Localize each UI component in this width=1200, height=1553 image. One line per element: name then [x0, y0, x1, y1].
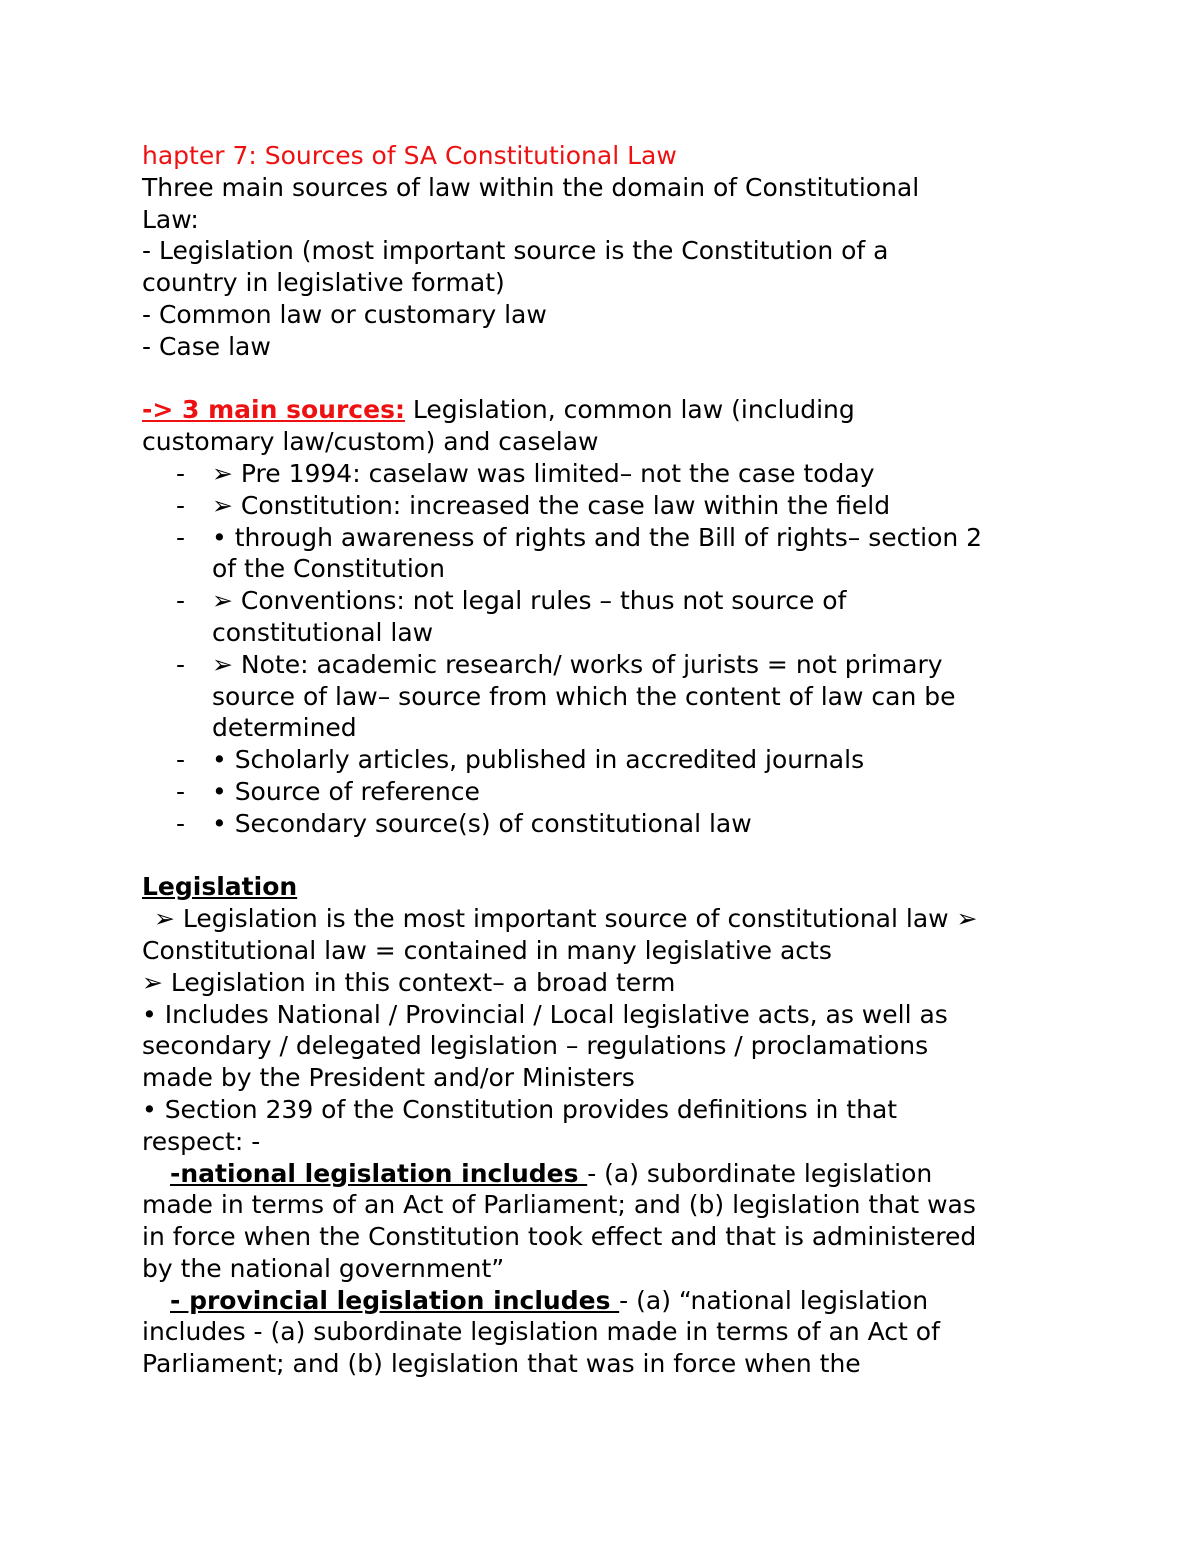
dash-marker: -: [176, 522, 186, 552]
dash-marker: -: [176, 745, 186, 775]
list-item-text: constitutional law: [212, 617, 434, 647]
legislation-line: secondary / delegated legislation – regulations / proclamations: [142, 1031, 929, 1061]
legislation-line: • Includes National / Provincial / Local legislative acts, as well as: [142, 999, 948, 1029]
dash-marker: -: [176, 808, 186, 838]
dash-marker: -: [176, 776, 186, 806]
list-item-text: ➢ Pre 1994: caselaw was limited– not the case today: [212, 458, 875, 488]
national-legislation-line: in force when the Constitution took effect and that is administered: [142, 1222, 977, 1252]
national-legislation-line: by the national government”: [142, 1253, 505, 1283]
legislation-line: • Section 239 of the Constitution provides definitions in that: [142, 1094, 898, 1124]
provincial-legislation-text: - (a) “national legislation: [619, 1285, 929, 1315]
main-sources-text: Legislation, common law (including: [404, 395, 855, 425]
intro-line-2: Law:: [142, 204, 199, 234]
dash-marker: -: [176, 490, 186, 520]
national-legislation-label: -national legislation includes: [170, 1158, 588, 1188]
main-sources-line: [142, 394, 1072, 426]
list-item-text: ➢ Note: academic research/ works of jurists = not primary: [212, 649, 943, 679]
list-item-text: • Scholarly articles, published in accredited journals: [212, 745, 865, 775]
list-item: [142, 585, 1072, 649]
spacer: [142, 363, 1072, 395]
list-item: [142, 776, 1072, 808]
legislation-line: ➢ Legislation in this context– a broad term: [142, 967, 676, 997]
intro-line-5: - Common law or customary law: [142, 299, 547, 329]
provincial-legislation-line: [142, 1285, 1072, 1317]
list-item: [142, 490, 1072, 522]
dash-marker: -: [176, 586, 186, 616]
legislation-heading: Legislation: [142, 872, 298, 902]
provincial-legislation-label: - provincial legislation includes: [170, 1285, 620, 1315]
list-item-text: ➢ Constitution: increased the case law within the field: [212, 490, 891, 520]
list-item-text: source of law– source from which the content of law can be: [212, 681, 956, 711]
national-legislation-line: [142, 1158, 1072, 1190]
list-item-text: • Source of reference: [212, 776, 480, 806]
list-item: [142, 808, 1072, 840]
bullet-list: [142, 458, 1072, 840]
list-item-text: • through awareness of rights and the Bill of rights– section 2: [212, 522, 983, 552]
spacer: [142, 840, 1072, 872]
intro-line-1: Three main sources of law within the domain of Constitutional: [142, 172, 920, 202]
main-sources-line-2: customary law/custom) and caselaw: [142, 427, 599, 457]
list-item-text: ➢ Conventions: not legal rules – thus not source of: [212, 586, 847, 616]
legislation-line: made by the President and/or Ministers: [142, 1063, 635, 1093]
main-sources-label: -> 3 main sources:: [142, 395, 405, 425]
national-legislation-line: made in terms of an Act of Parliament; and (b) legislation that was: [142, 1190, 976, 1220]
list-item: [142, 458, 1072, 490]
list-item: [142, 649, 1072, 744]
provincial-legislation-line: Parliament; and (b) legislation that was in force when the: [142, 1349, 861, 1379]
chapter-title: hapter 7: Sources of SA Constitutional Law: [142, 141, 677, 170]
document-page: [142, 140, 1072, 1380]
intro-line-3: - Legislation (most important source is the Constitution of a: [142, 236, 889, 266]
legislation-line: respect: -: [142, 1126, 261, 1156]
legislation-line: Constitutional law = contained in many legislative acts: [142, 935, 832, 965]
dash-marker: -: [176, 458, 186, 488]
list-item-text: determined: [212, 713, 357, 743]
provincial-legislation-line: includes - (a) subordinate legislation made in terms of an Act of: [142, 1317, 940, 1347]
list-item: [142, 744, 1072, 776]
legislation-line: ➢ Legislation is the most important source of constitutional law ➢: [154, 904, 978, 934]
list-item: [142, 522, 1072, 586]
intro-line-4: country in legislative format): [142, 268, 505, 298]
dash-marker: -: [176, 649, 186, 679]
intro-line-6: - Case law: [142, 331, 271, 361]
national-legislation-text: - (a) subordinate legislation: [587, 1158, 933, 1188]
list-item-text: • Secondary source(s) of constitutional law: [212, 808, 752, 838]
list-item-text: of the Constitution: [212, 554, 445, 584]
